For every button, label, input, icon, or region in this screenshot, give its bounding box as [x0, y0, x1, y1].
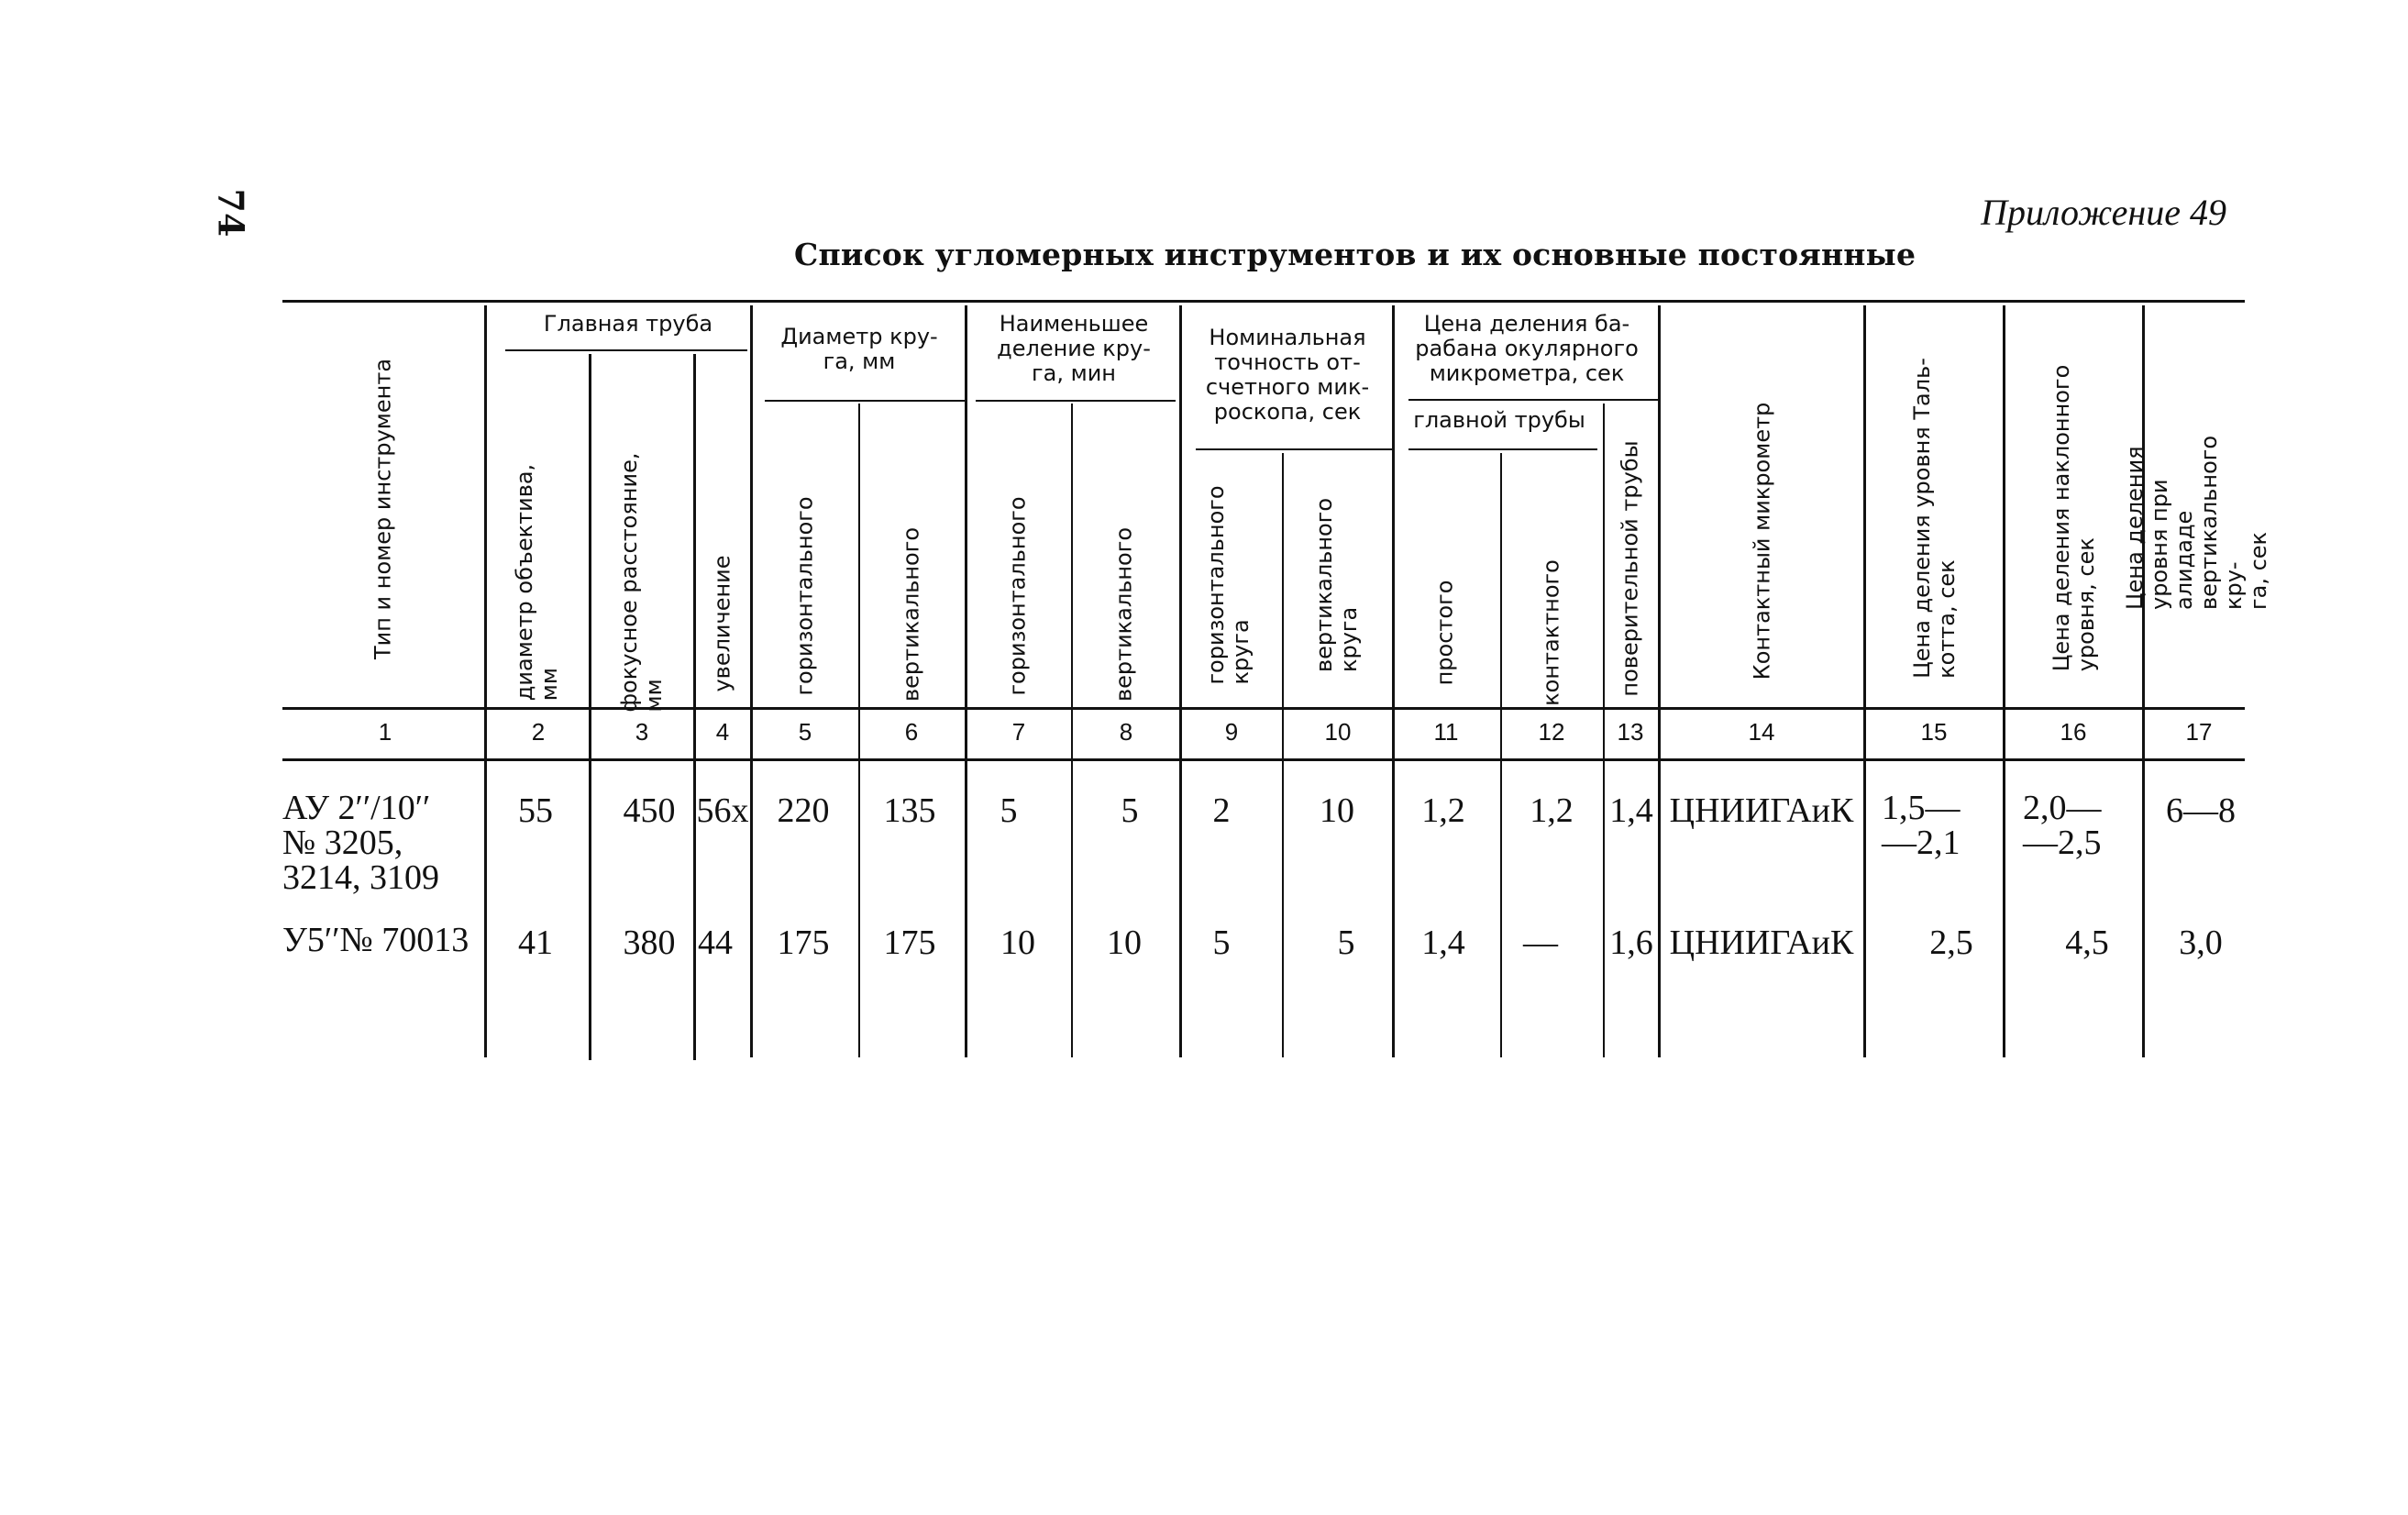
table-cell: 10: [1000, 923, 1035, 962]
col-label-15: Цена деления уровня Таль- котта, сек: [1909, 358, 1960, 679]
table-cell: 450: [623, 791, 676, 830]
col-label-5: горизонтального: [791, 496, 818, 696]
rule-nominal-accuracy: [1196, 448, 1392, 450]
table-cell: 5: [1121, 791, 1139, 830]
table-cell: —: [1523, 923, 1558, 962]
table-top-rule: [282, 300, 2245, 303]
instrument-name: АУ 2′′/10′′ № 3205, 3214, 3109: [282, 789, 439, 897]
col-number: 1: [378, 718, 392, 746]
group-drum-price: Цена деления ба- рабана окулярного микрометра, сек: [1415, 311, 1639, 386]
table-cell: 135: [883, 791, 936, 830]
col-number: 12: [1538, 718, 1565, 746]
col-divider: [1071, 404, 1073, 1057]
rule-drum-price: [1408, 399, 1658, 401]
col-number: 3: [635, 718, 649, 746]
col-label-1: Тип и номер инструмента: [370, 358, 396, 660]
table-cell: 6—8: [2166, 791, 2236, 830]
col-number: 17: [2185, 718, 2213, 746]
col-number: 7: [1011, 718, 1026, 746]
col-label-12: контактного: [1538, 559, 1564, 706]
col-number: 13: [1617, 718, 1644, 746]
col-divider: [1658, 305, 1661, 1057]
table-cell: 10: [1320, 791, 1354, 830]
table-cell: 1,4: [1421, 923, 1465, 962]
rule-main-tube: [505, 349, 747, 351]
table-cell: 175: [777, 923, 830, 962]
table-cell: 5: [1337, 923, 1355, 962]
table-title: Список угломерных инструментов и их основные постоянные: [794, 237, 1916, 272]
table-cell: 41: [518, 923, 553, 962]
col-divider: [1500, 453, 1502, 1057]
col-label-2: диаметр объектива, мм: [512, 463, 562, 702]
col-divider: [1392, 305, 1395, 1057]
col-label-17: Цена деления уровня при алидаде вертикального кру- га, сек: [2122, 435, 2271, 610]
col-divider: [484, 305, 487, 1057]
group-circle-diameter: Диаметр кру- га, мм: [780, 324, 938, 374]
table-cell: 175: [883, 923, 936, 962]
col-number: 14: [1748, 718, 1775, 746]
col-number: 16: [2060, 718, 2087, 746]
table-cell: 10: [1107, 923, 1142, 962]
col-label-3: фокусное расстояние, мм: [616, 452, 667, 713]
col-divider: [1179, 305, 1182, 1057]
table-cell: 1,6: [1609, 923, 1653, 962]
rule-least-division: [976, 400, 1176, 402]
col-divider: [965, 305, 967, 1057]
table-cell: 2,0— —2,5: [2023, 789, 2102, 862]
table-cell: 2: [1212, 791, 1231, 830]
instrument-name: У5′′№ 70013: [282, 921, 469, 959]
col-label-4: увеличение: [709, 555, 735, 692]
table-cell: 5: [1000, 791, 1018, 830]
col-number: 8: [1119, 718, 1133, 746]
col-number: 6: [904, 718, 919, 746]
table-cell: 1,2: [1530, 791, 1574, 830]
table-cell: 56x: [696, 791, 749, 830]
header-bottom-rule: [282, 707, 2245, 710]
table-cell: 220: [777, 791, 830, 830]
table-cell: 44: [698, 923, 733, 962]
col-label-16: Цена деления наклонного уровня, сек: [2049, 364, 2099, 672]
table-cell: 380: [623, 923, 676, 962]
col-label-6: вертикального: [898, 526, 924, 702]
col-number: 9: [1224, 718, 1239, 746]
col-label-11: простого: [1431, 580, 1458, 686]
col-label-9: горизонтального круга: [1203, 485, 1254, 685]
col-number: 11: [1433, 718, 1459, 746]
table-cell: 1,2: [1421, 791, 1465, 830]
col-label-7: горизонтального: [1004, 496, 1031, 696]
col-divider: [589, 354, 591, 1060]
col-label-14: Контактный микрометр: [1749, 402, 1775, 680]
appendix-label: Приложение 49: [1981, 192, 2226, 233]
table-cell: 2,5: [1929, 923, 1973, 962]
col-divider: [2003, 305, 2005, 1057]
rule-drum-main-tube: [1408, 448, 1597, 450]
col-number: 15: [1920, 718, 1948, 746]
col-number: 2: [531, 718, 546, 746]
table-cell: 4,5: [2065, 923, 2109, 962]
rule-circle-diameter: [765, 400, 965, 402]
table-cell: 1,5— —2,1: [1882, 789, 1961, 862]
page-number: 74: [210, 188, 252, 238]
col-label-13: поверительной трубы: [1617, 440, 1643, 697]
col-label-8: вертикального: [1110, 526, 1137, 702]
col-divider: [1603, 404, 1605, 1057]
table-cell: 1,4: [1609, 791, 1653, 830]
col-divider: [1282, 453, 1284, 1057]
group-least-division: Наименьшее деление кру- га, мин: [997, 311, 1151, 386]
col-number: 5: [798, 718, 812, 746]
table-cell: 5: [1212, 923, 1231, 962]
col-divider: [750, 305, 753, 1057]
group-drum-main-tube: главной трубы: [1413, 407, 1585, 433]
col-divider: [1863, 305, 1866, 1057]
col-label-10: вертикального круга: [1311, 497, 1362, 673]
table-cell: ЦНИИГАиК: [1669, 923, 1854, 962]
col-number: 10: [1324, 718, 1352, 746]
col-divider: [858, 404, 860, 1057]
table-cell: 55: [518, 791, 553, 830]
group-nominal-accuracy: Номинальная точность от- счетного мик- роскопа, сек: [1205, 325, 1370, 425]
group-main-tube: Главная труба: [543, 311, 713, 337]
col-number: 4: [715, 718, 730, 746]
table-cell: ЦНИИГАиК: [1669, 791, 1854, 830]
col-divider: [693, 354, 696, 1060]
table-cell: 3,0: [2179, 923, 2223, 962]
numbers-bottom-rule: [282, 758, 2245, 761]
